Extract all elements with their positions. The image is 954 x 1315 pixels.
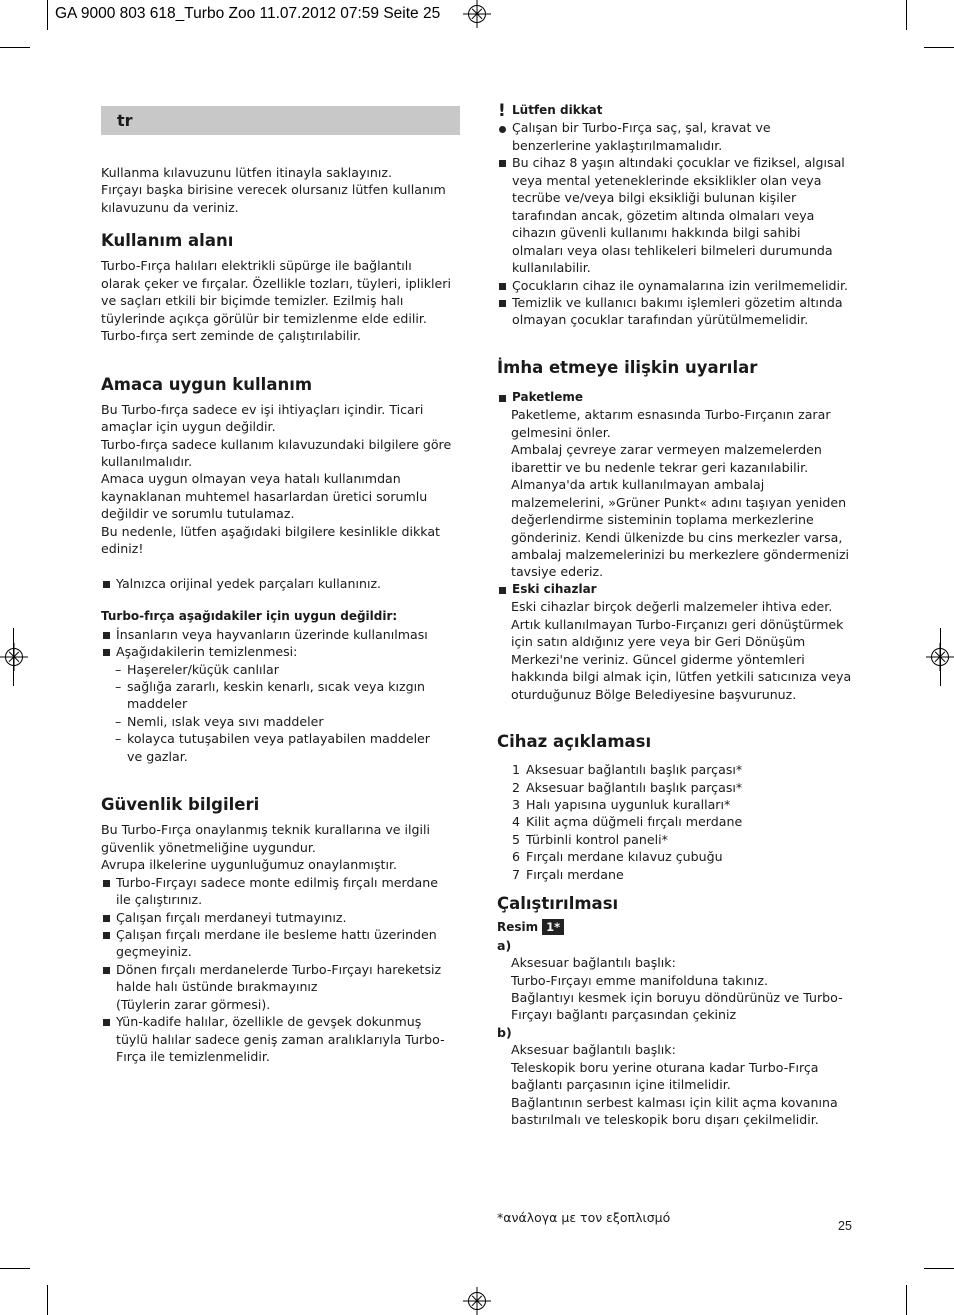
list-item: 1 Aksesuar bağlantılı başlık parçası* bbox=[512, 762, 743, 778]
warning-text: Çalışan bir Turbo-Fırça saç, şal, kravat ve benzerlerine yaklaştırılmamalıdır. bbox=[512, 120, 771, 153]
step-b-text: Teleskopik boru yerine oturana kadar Turbo-Fırça bağlantı parçasının içine itilmelidir. Bağlantının serbest kalması için kilit açma kovanına bastırılmalı ve teleskopik boru dışarı çekilmelidir. bbox=[511, 1059, 838, 1128]
list-item: 2 Aksesuar bağlantılı başlık parçası* bbox=[512, 779, 743, 795]
bullet-item: Yalnızca orijinal yedek parçaları kullanınız. bbox=[101, 575, 461, 592]
intro-text: Kullanma kılavuzunu lütfen itinayla saklayınız. Fırçayı başka birisine verecek olursanız lütfen kullanım kılavuzunu da veriniz. bbox=[101, 165, 446, 215]
bullet-item: Çalışan fırçalı merdane ile besleme hattı üzerinden geçmeyiniz. bbox=[101, 926, 461, 961]
registration-mark-icon bbox=[468, 5, 486, 23]
crop-mark bbox=[924, 47, 954, 48]
page-number: 25 bbox=[838, 1219, 852, 1233]
bullet-item: Çocukların cihaz ile oynamalarına izin verilmemelidir. bbox=[497, 277, 857, 294]
unsuitable-title: Turbo-fırça aşağıdakiler için uygun değildir: bbox=[101, 609, 398, 624]
dash-item: – Haşereler/küçük canlılar bbox=[115, 661, 279, 677]
step-a-text: Turbo-Fırçayı emme manifolduna takınız. Bağlantıyı kesmek için boruyu döndürünüz ve Turbo- Fırçayı bağlantı parçasından çekiniz bbox=[511, 972, 843, 1023]
registration-mark-icon bbox=[931, 648, 949, 666]
section-title-guvenlik: Güvenlik bilgileri bbox=[101, 795, 260, 815]
registration-mark-icon bbox=[468, 1292, 486, 1310]
crop-mark bbox=[906, 0, 907, 30]
paketleme-title: Paketleme bbox=[497, 389, 857, 406]
right-column bbox=[497, 102, 857, 1129]
bullet-item: Bu cihaz 8 yaşın altındaki çocuklar ve fiziksel, algısal veya mental yeteneklerinde eksiklikler olan veya tecrübe ve/veya bilgi eksikliği bulunan kişiler tarafından ancak, gözetim altında olmaları veya cihazın güvenli kullanımı hakkında bilgi sahibi olmaları veya olası tehlikeleri bilmeleri durumunda kullanılabilir. bbox=[497, 154, 857, 276]
registration-mark-icon bbox=[5, 648, 23, 666]
dash-item: – sağlığa zararlı, keskin kenarlı, sıcak veya kızgın maddeler bbox=[115, 678, 426, 712]
warning-block bbox=[497, 102, 857, 154]
figure-badge: 1* bbox=[542, 919, 564, 935]
warning-title: Lütfen dikkat bbox=[512, 103, 603, 117]
kullanim-text: Turbo-Fırça halıları elektrikli süpürge ile bağlantılı olarak çeker ve fırçalar. Özellikle tozları, tüyleri, iplikleri ve saçları etkili bir biçimde temizler. Ezilmiş halı tüylerinde açıkça görülür bir temizlenme elde edilir. Turbo-fırça sert zeminde de çalıştırılabilir. bbox=[101, 258, 451, 344]
section-title-cihaz: Cihaz açıklaması bbox=[497, 732, 652, 752]
crop-mark bbox=[924, 1268, 954, 1269]
bullet-dot-icon bbox=[499, 126, 506, 133]
section-title-calistirma: Çalıştırılması bbox=[497, 894, 619, 914]
crop-mark bbox=[0, 47, 30, 48]
eski-cihazlar-title: Eski cihazlar bbox=[497, 581, 857, 598]
section-title-amaca: Amaca uygun kullanım bbox=[101, 374, 313, 394]
warning-icon: ! bbox=[498, 101, 506, 121]
step-b: b) Aksesuar bağlantılı başlık: bbox=[497, 1024, 676, 1058]
amaca-text: Bu Turbo-fırça sadece ev işi ihtiyaçları içindir. Ticari amaçlar için uygun değildir. Turbo-fırça sadece kullanım kılavuzundaki bilgilere göre kullanılmalıdır. Amaca uygun olmayan veya hatalı kullanımdan kaynaklanan muhtemel hasarlardan üretici sorumlu değildir ve sorumlu tutulamaz. Bu nedenle, lütfen aşağıdaki bilgilere kesinlikle dikkat ediniz! bbox=[101, 401, 452, 557]
list-item: 3 Halı yapısına uygunluk kuralları* bbox=[512, 796, 731, 812]
bullet-item: Dönen fırçalı merdanelerde Turbo-Fırçayı hareketsiz halde halı üstünde bırakmayınız (Tüylerin zarar görmesi). bbox=[101, 961, 461, 1013]
list-item: 5 Türbinli kontrol paneli* bbox=[512, 831, 668, 847]
dash-item: – Nemli, ıslak veya sıvı maddeler bbox=[115, 713, 324, 729]
crop-mark bbox=[47, 1285, 48, 1315]
paketleme-text: Paketleme, aktarım esnasında Turbo-Fırçanın zarar gelmesini önler. Ambalaj çevreye zarar vermeyen malzemelerden ibarettir ve bu nedenle tekrar geri kazanılabilir. Almanya'da artık kullanılmayan ambalaj malzemelerini, »Grüner Punkt« adını taşıyan yeniden değerlendirme sisteminin toplama merkezlerine gönderiniz. Kendi ülkenizde bu cins merkezler varsa, ambalaj malzemelerinizi bu merkezlere göndermenizi tavsiye ederiz. bbox=[511, 407, 850, 580]
bullet-item: İnsanların veya hayvanların üzerinde kullanılması bbox=[101, 626, 461, 643]
list-item: 7 Fırçalı merdane bbox=[512, 866, 624, 882]
bullet-item: Aşağıdakilerin temizlenmesi: bbox=[101, 643, 461, 660]
bullet-item: Turbo-Fırçayı sadece monte edilmiş fırçalı merdane ile çalıştırınız. bbox=[101, 874, 461, 909]
crop-mark bbox=[0, 1268, 30, 1269]
crop-mark bbox=[47, 0, 48, 30]
language-code: tr bbox=[117, 111, 133, 130]
list-item: 4 Kilit açma düğmeli fırçalı merdane bbox=[512, 814, 743, 830]
section-title-kullanim: Kullanım alanı bbox=[101, 231, 234, 251]
list-item: 6 Fırçalı merdane kılavuz çubuğu bbox=[512, 849, 723, 865]
bullet-item: Temizlik ve kullanıcı bakımı işlemleri gözetim altında olmayan çocuklar tarafından yürütülmemelidir. bbox=[497, 294, 857, 329]
section-title-imha: İmha etmeye ilişkin uyarılar bbox=[497, 357, 758, 377]
language-bar bbox=[101, 106, 460, 135]
bullet-item: Yün-kadife halılar, özellikle de gevşek dokunmuş tüylü halılar sadece geniş zaman aralıklarıyla Turbo- Fırça ile temizlenmelidir. bbox=[101, 1013, 461, 1065]
figure-reference: Resim 1* bbox=[497, 918, 857, 936]
print-slug: GA 9000 803 618_Turbo Zoo 11.07.2012 07:59 Seite 25 bbox=[55, 5, 441, 22]
bullet-item: Çalışan fırçalı merdaneyi tutmayınız. bbox=[101, 909, 461, 926]
eski-cihazlar-text: Eski cihazlar birçok değerli malzemeler ihtiva eder. Artık kullanılmayan Turbo-Fırçanızı geri dönüştürmek için satın aldığınız yere veya bir Geri Dönüşüm Merkezi'ne veriniz. Güncel giderme yöntemleri hakkında bilgi almak için, lütfen yetkili satıcınıza veya oturduğunuz Bölge Belediyesine başvurunuz. bbox=[511, 599, 852, 702]
guvenlik-text: Bu Turbo-Fırça onaylanmış teknik kurallarına ve ilgili güvenlik yönetmeliğine uygundur. Avrupa ilkelerine uygunluğumuz onaylanmıştır. bbox=[101, 822, 431, 873]
crop-mark bbox=[906, 1285, 907, 1315]
footnote: *ανάλογα με τον εξοπλισμό bbox=[497, 1210, 671, 1225]
dash-item: – kolayca tutuşabilen veya patlayabilen maddeler ve gazlar. bbox=[115, 731, 430, 764]
step-a: a) Aksesuar bağlantılı başlık: bbox=[497, 937, 676, 971]
left-column bbox=[101, 164, 461, 1066]
